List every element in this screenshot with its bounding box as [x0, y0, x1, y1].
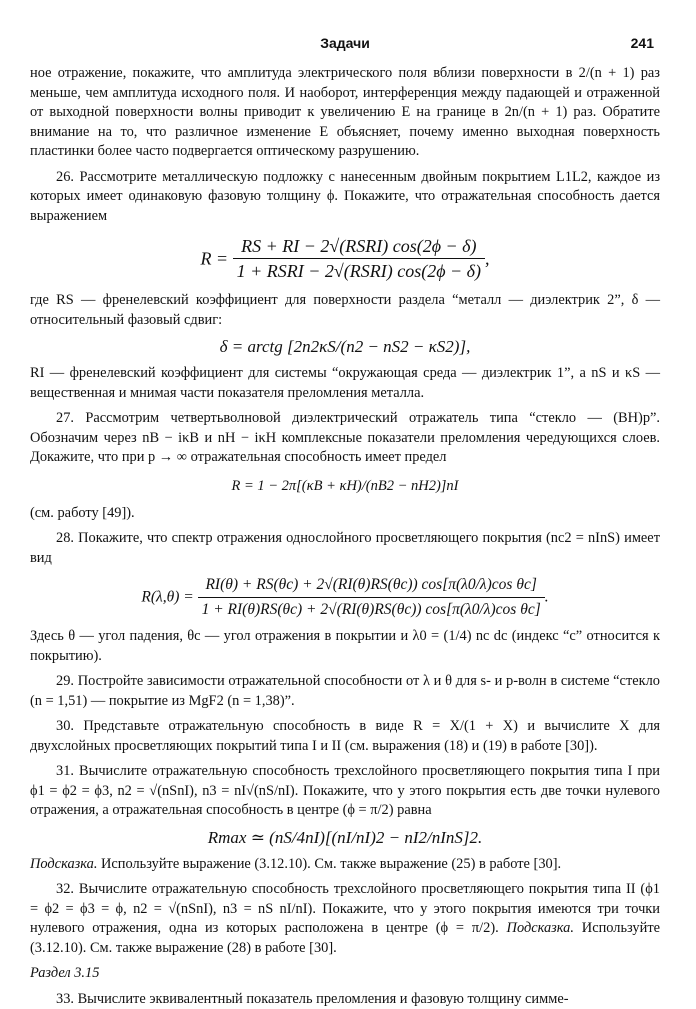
- formula-28-numerator: RI(θ) + RS(θc) + 2√(RI(θ)RS(θc)) cos[π(λ0/λ)cos θc]: [198, 573, 545, 598]
- hint-text: Используйте (3.12.10). См. также выражение (28) в работе [30].: [30, 920, 660, 956]
- formula-26-delta: δ = arctg [2n2κS/(n2 − nS2 − κS2)],: [30, 335, 660, 359]
- page-number: 241: [631, 34, 654, 54]
- problem-33-text: 33. Вычислите эквивалентный показатель преломления и фазовую толщину симме-: [30, 990, 660, 1009]
- problem-26-where: где RS — френелевский коэффициент для поверхности раздела “металл — диэлектрик 2”, δ — относительный фазовый сдвиг:: [30, 291, 660, 330]
- problem-29-text: 29. Постройте зависимости отражательной способности от λ и θ для s- и p-волн в системе “стекло (n = 1,51) — покрытие из MgF2 (n = 1,38)”.: [30, 672, 660, 711]
- problem-28-text: 28. Покажите, что спектр отражения однослойного просветляющего покрытия (nc2 = nInS) имеет вид: [30, 529, 660, 568]
- formula-28-tail: .: [545, 589, 549, 606]
- problem-32-text: [30, 880, 660, 958]
- hint-label: Подсказка.: [30, 856, 97, 872]
- problem-26-rest: RI — френелевский коэффициент для системы “окружающая среда — диэлектрик 1”, а nS и κS — вещественная и мнимая части показателя преломления металла.: [30, 364, 660, 403]
- formula-26-reflectance: [30, 234, 660, 283]
- problem-27-text: 27. Рассмотрим четвертьволновой диэлектрический отражатель типа “стекло — (BH)p”. Обозначим через nB − iκB и nH − iκH комплексные показатели преломления чередующихся слоев. Докажите, что при p → ∞ отражательная способность имеет предел: [30, 409, 660, 468]
- chapter-title: Задачи: [30, 34, 660, 54]
- book-page: [30, 30, 660, 990]
- problem-27-reference: (см. работу [49]).: [30, 504, 660, 524]
- page-header: [30, 30, 660, 64]
- problem-30-text: 30. Представьте отражательную способность в виде R = X/(1 + X) и вычислите X для двухслойных просветляющих покрытий типа I и II (см. выражения (18) и (19) в работе [30]).: [30, 717, 660, 756]
- formula-28-lhs: R(λ,θ) =: [141, 589, 193, 606]
- formula-26-tail: ,: [485, 249, 490, 269]
- hint-text: Используйте выражение (3.12.10). См. также выражение (25) в работе [30].: [97, 856, 561, 872]
- hint-label: Подсказка.: [499, 920, 574, 936]
- formula-26-denominator: 1 + RSRI − 2√(RSRI) cos(2ϕ − δ): [233, 259, 485, 283]
- problem-31-hint: [30, 855, 660, 875]
- formula-27-limit: R = 1 − 2π[(κB + κH)/(nB2 − nH2)]nI: [30, 474, 660, 498]
- formula-31-rmax: Rmax ≃ (nS/4nI)[(nI/nI)2 − nI2/nInS]2.: [30, 826, 660, 850]
- problem-28-where: Здесь θ — угол падения, θc — угол отражения в покрытии и λ0 = (1/4) nc dc (индекс “с” относится к покрытию).: [30, 627, 660, 666]
- formula-26-lhs: R =: [200, 249, 228, 269]
- formula-28-fraction: [198, 573, 545, 622]
- section-heading: Раздел 3.15: [30, 964, 660, 984]
- formula-28-spectrum: [30, 573, 660, 622]
- formula-26-numerator: RS + RI − 2√(RSRI) cos(2ϕ − δ): [233, 234, 485, 259]
- problem-26-intro: 26. Рассмотрите металлическую подложку с нанесенным двойным покрытием L1L2, каждое из которых имеет одинаковую фазовую толщину ϕ. Покажите, что отражательная способность дается выражением: [30, 168, 660, 227]
- problem-31-text: 31. Вычислите отражательную способность трехслойного просветляющего покрытия типа I при ϕ1 = ϕ2 = ϕ3, n2 = √(nSnI), n3 = nI√(nS/nI). Покажите, что у этого покрытия есть две точки нулевого отражения, а отражательная способность в центре (ϕ = π/2) равна: [30, 762, 660, 821]
- problem-32-body: 32. Вычислите отражательную способность трехслойного просветляющего покрытия типа II (ϕ1 = ϕ2 = ϕ3 = ϕ, n2 = √(nSnI), n3 = nS nI/nI). Покажите, что у этого покрытия имеются три точки нулевого отражения, одна из которых расположена в центре (ϕ = π/2).: [30, 881, 660, 936]
- formula-26-fraction: [233, 234, 485, 283]
- paragraph-continuation: ное отражение, покажите, что амплитуда электрического поля вблизи поверхности в 2/(n + 1) раз меньше, чем амплитуда исходного поля. И наоборот, интерференция между падающей и отраженной от выходной поверхности волны приводит к увеличению E на границе в 2n/(n + 1) раз. Обратите внимание на то, что различное изменение E объясняет, почему именно выходная поверхность пластинки более часто подвергается оптическому разрушению.: [30, 64, 660, 162]
- formula-28-denominator: 1 + RI(θ)RS(θc) + 2√(RI(θ)RS(θc)) cos[π(λ0/λ)cos θc]: [198, 598, 545, 622]
